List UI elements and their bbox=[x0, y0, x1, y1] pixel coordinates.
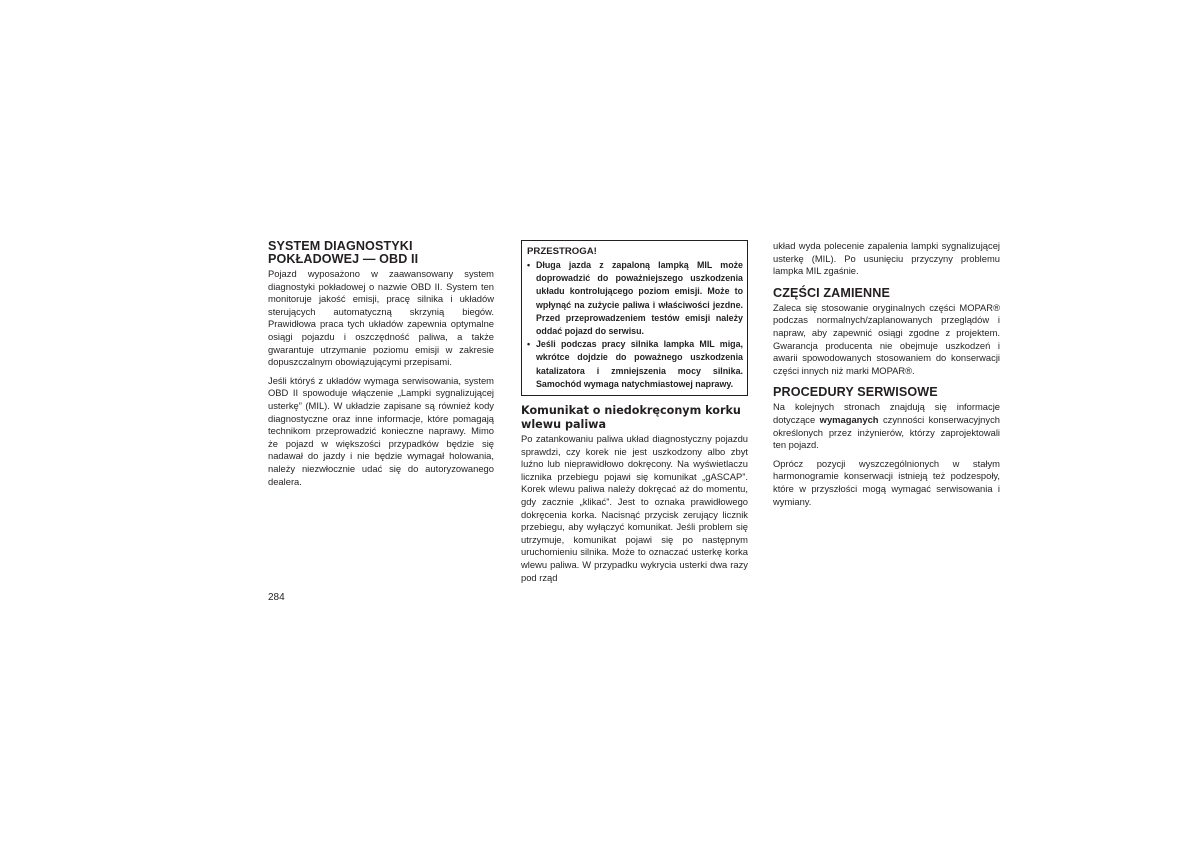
warning-list bbox=[527, 259, 743, 391]
fuel-cap-paragraph: Po zatankowaniu paliwa układ diagnostyczny pojazdu sprawdzi, czy korek nie jest uszkodzony albo zbyt luźno lub nieprawidłowo dokręcony. Na wyświetlaczu licznika przebiegu pojawi się komunikat „gASCAP”. Korek wlewu paliwa należy dokręcać aż do momentu, gdy zacznie „klikać”. Jest to oznaka prawidłowego dokręcenia korka. Nacisnąć przycisk zerujący licznik przebiegu, aby wyłączyć komunikat. Jeśli problem się utrzymuje, komunikat pojawi się po następnym uruchomieniu silnika. Może to oznaczać usterkę korka wlewu paliwa. W przypadku wykrycia usterki dwa razy pod rząd bbox=[521, 433, 748, 583]
replacement-parts-paragraph: Zaleca się stosowanie oryginalnych części MOPAR® podczas normalnych/zaplanowanych przeglądów i napraw, aby zapewnić osiągi zgodne z projektem. Gwarancja producenta nie obejmuje uszkodzeń i awarii spowodowanych stosowaniem do konserwacji części innych niż marki MOPAR®. bbox=[773, 301, 1000, 376]
bullet-icon: • bbox=[527, 339, 531, 350]
continuation-paragraph: układ wyda polecenie zapalenia lampki sygnalizującej usterkę (MIL). Po usunięciu przyczyny problemu lampka MIL zgaśnie. bbox=[773, 240, 1000, 277]
service-text-start: Na kolejnych stronach znajdują się informacje dotyczące bbox=[773, 401, 1000, 425]
left-column bbox=[268, 240, 494, 494]
warning-item-text: Jeśli podczas pracy silnika lampka MIL miga, wkrótce dojdzie do poważnego uszkodzenia katalizatora i zmniejszenia mocy silnika. Samochód wymaga natychmiastowej naprawy. bbox=[536, 339, 743, 389]
obd-service-paragraph: Jeśli któryś z układów wymaga serwisowania, system OBD II spowoduje włączenie „Lampki sygnalizującej usterkę” (MIL). W układzie zapisane są również kody diagnostyczne oraz inne informacje, które pomagają technikom przeprowadzić konieczne naprawy. Mimo że pojazd w większości przypadków będzie się nadawał do jazdy i nie będzie wymagał holowania, należy niezwłocznie udać się do autoryzowanego dealera. bbox=[268, 374, 494, 487]
obd-section-heading: SYSTEM DIAGNOSTYKI POKŁADOWEJ — OBD II bbox=[268, 239, 419, 266]
service-text-end: czynności konserwacyjnych określonych przez inżynierów, którzy zaprojektowali ten pojazd. bbox=[773, 413, 1000, 451]
right-column bbox=[773, 240, 1000, 514]
service-procedures-heading: PROCEDURY SERWISOWE bbox=[773, 385, 938, 400]
fuel-cap-subheading: Komunikat o niedokręconym korku wlewu paliwa bbox=[521, 404, 741, 431]
middle-column bbox=[521, 240, 748, 590]
obd-intro-paragraph: Pojazd wyposażono w zaawansowany system diagnostyki pokładowej o nazwie OBD II. System ten monitoruje jakość emisji, pracę silnika i układów sterujących automatyczną skrzynią biegów. Prawidłowa praca tych układów zapewnia optymalne osiągi pojazdu i oszczędność paliwa, a także gwarantuje utrzymanie poziomu emisji w zakresie dopuszczalnym obowiązującymi przepisami. bbox=[268, 268, 494, 368]
warning-title: PRZESTROGA! bbox=[527, 246, 597, 257]
warning-item-text: Długa jazda z zapaloną lampką MIL może doprowadzić do poważniejszego uszkodzenia układu kontrolującego poziom emisji. Może to wpłynąć na zużycie paliwa i właściwości jezdne. Przed przeprowadzeniem testów emisji należy oddać pojazd do serwisu. bbox=[536, 260, 743, 337]
replacement-parts-heading: CZĘŚCI ZAMIENNE bbox=[773, 285, 890, 300]
warning-item bbox=[527, 338, 743, 391]
page-number: 284 bbox=[268, 592, 285, 603]
warning-box bbox=[521, 240, 748, 396]
service-procedures-paragraph bbox=[773, 401, 1000, 451]
service-text-bold: wymaganych bbox=[819, 413, 879, 425]
warning-item bbox=[527, 259, 743, 338]
bullet-icon: • bbox=[527, 260, 531, 270]
schedule-paragraph: Oprócz pozycji wyszczególnionych w stałym harmonogramie konserwacji istnieją też podzespoły, które w przyszłości mogą wymagać serwisowania i wymiany. bbox=[773, 457, 1000, 507]
